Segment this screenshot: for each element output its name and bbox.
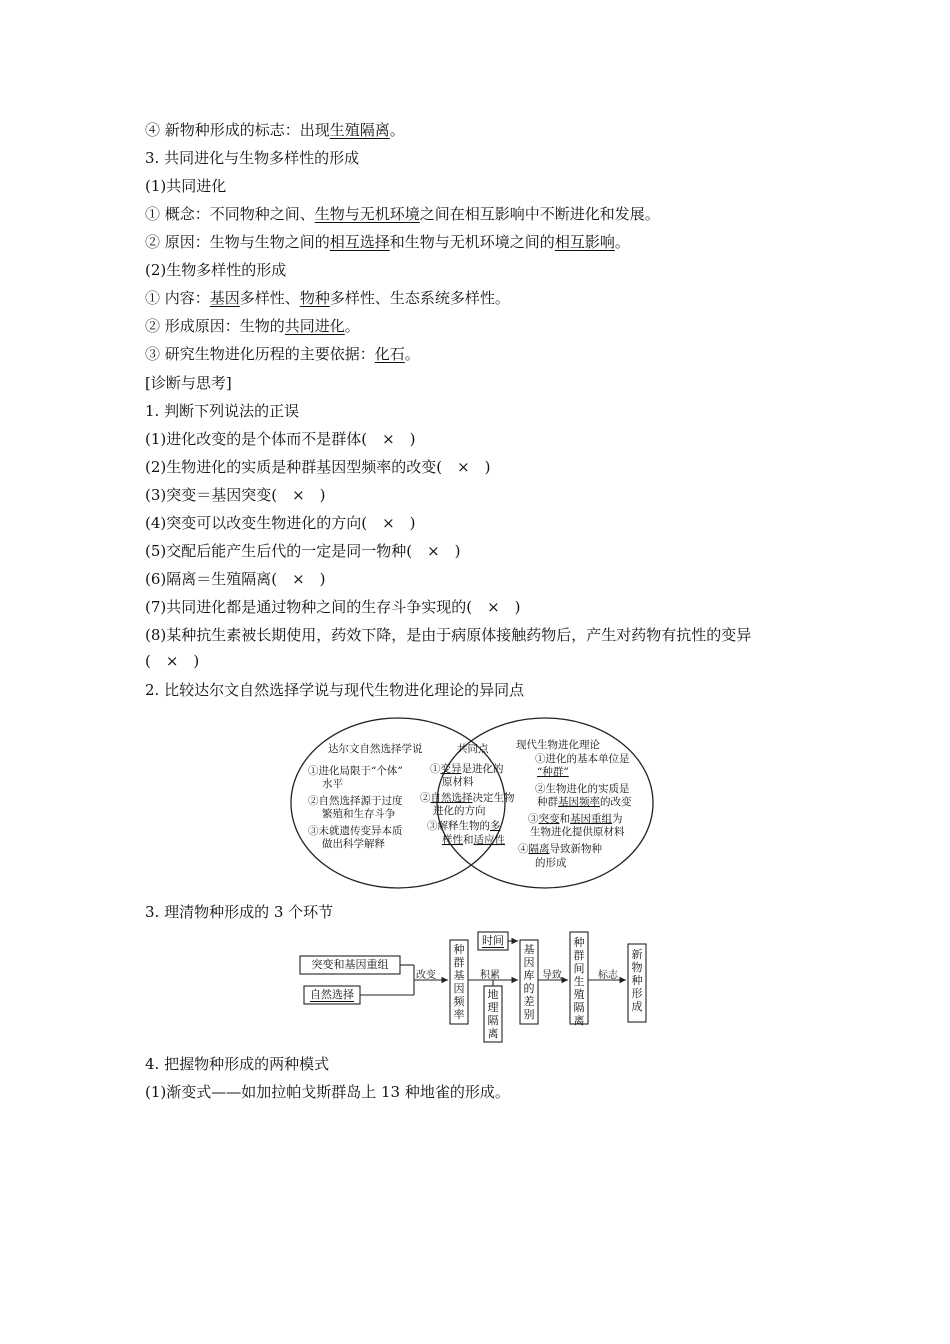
right-item-2b: 种群基因频率的改变 <box>537 796 632 808</box>
judgement-item: (6)隔离＝生殖隔离( × ) <box>145 570 326 588</box>
left-item-2b: 繁殖和生存斗争 <box>322 808 396 820</box>
content-line <box>145 288 510 308</box>
right-item-1b: “种群” <box>537 766 569 778</box>
box-time: 时间 <box>482 934 504 947</box>
text: 。 <box>404 345 420 363</box>
question-title: 1. 判断下列说法的正误 <box>145 402 300 420</box>
box-geographic-isolation: 地理隔离 <box>487 988 499 1040</box>
label-change: 改变 <box>416 970 436 981</box>
text: 之间在相互影响中不断进化和发展。 <box>419 205 660 223</box>
mode-line: (1)渐变式——如加拉帕戈斯群岛上 13 种地雀的形成。 <box>145 1083 510 1101</box>
judgement-item: (2)生物进化的实质是种群基因型频率的改变( × ) <box>145 458 491 476</box>
mid-title: 共同点 <box>457 743 489 755</box>
input-mutation: 突变和基因重组 <box>311 958 389 971</box>
text: ② 形成原因：生物的 <box>145 317 285 335</box>
reason-line <box>145 232 630 252</box>
mid-item-3b: 样性和适应性 <box>442 834 505 846</box>
label-lead-to: 导致 <box>542 970 562 981</box>
judgement-item: (5)交配后能产生后代的一定是同一物种( × ) <box>145 542 461 560</box>
text: ① 内容： <box>145 289 210 307</box>
left-title: 达尔文自然选择学说 <box>328 743 423 755</box>
underlined-term: 相互选择 <box>329 233 390 251</box>
judgement-item: (1)进化改变的是个体而不是群体( × ) <box>145 430 416 448</box>
judgement-item: (8)某种抗生素被长期使用，药效下降，是由于病原体接触药物后，产生对药物有抗性的变异 <box>145 626 752 644</box>
mid-item-1b: 原材料 <box>442 776 474 788</box>
judgement-item: (3)突变＝基因突变( × ) <box>145 486 326 504</box>
right-item-1a: ①进化的基本单位是 <box>535 753 630 765</box>
cause-line <box>145 316 360 336</box>
question-title: 3. 理清物种形成的 3 个环节 <box>145 903 334 921</box>
box-new-species: 新物种形成 <box>631 948 643 1013</box>
text: ④ 新物种形成的标志：出现 <box>145 121 330 139</box>
subsection-title: (1)共同进化 <box>145 177 227 195</box>
mid-item-2b: 进化的方向 <box>433 805 486 817</box>
box-gene-pool-difference: 基因库的差别 <box>523 943 535 1021</box>
text: 多样性、 <box>239 289 300 307</box>
evidence-line <box>145 344 420 364</box>
section-title: 3. 共同进化与生物多样性的形成 <box>145 149 360 167</box>
label-mark: 标志 <box>598 970 618 981</box>
text: ① 概念：不同物种之间、 <box>145 205 315 223</box>
judgement-item-tail: ( × ) <box>145 652 200 670</box>
mid-item-3a: ③解释生物的多 <box>427 820 501 832</box>
text: ③ 研究生物进化历程的主要依据： <box>145 345 375 363</box>
box-gene-frequency: 种群基因频率 <box>453 943 465 1021</box>
speciation-flow-diagram <box>298 928 658 1046</box>
judgement-item: (7)共同进化都是通过物种之间的生存斗争实现的( × ) <box>145 598 521 616</box>
concept-line <box>145 204 660 224</box>
mark-line <box>145 120 405 140</box>
diagnosis-header: [诊断与思考] <box>145 374 232 392</box>
mid-item-2a: ②自然选择决定生物 <box>420 792 515 804</box>
left-item-1a: ①进化局限于“个体” <box>308 765 403 777</box>
underlined-term: 相互影响 <box>554 233 615 251</box>
underlined-term: 生物与无机环境 <box>314 205 420 223</box>
question-title: 2. 比较达尔文自然选择学说与现代生物进化理论的异同点 <box>145 681 525 699</box>
input-natural-selection: 自然选择 <box>310 988 354 1001</box>
text: 。 <box>614 233 630 251</box>
text: 和生物与无机环境之间的 <box>389 233 555 251</box>
subsection-title: (2)生物多样性的形成 <box>145 261 287 279</box>
label-accumulate: 积累 <box>480 970 500 981</box>
question-title: 4. 把握物种形成的两种模式 <box>145 1055 330 1073</box>
text: 。 <box>344 317 360 335</box>
left-item-3b: 做出科学解释 <box>322 838 385 850</box>
underlined-term: 基因 <box>209 289 240 307</box>
right-item-4a: ④隔离导致新物种 <box>518 843 602 855</box>
left-item-3a: ③未就遗传变异本质 <box>308 825 403 837</box>
right-item-2a: ②生物进化的实质是 <box>535 783 630 795</box>
left-item-1b: 水平 <box>322 778 343 790</box>
right-title: 现代生物进化理论 <box>516 739 600 751</box>
underlined-term: 物种 <box>299 289 330 307</box>
text: ② 原因：生物与生物之间的 <box>145 233 330 251</box>
right-item-3a: ③突变和基因重组为 <box>528 813 623 825</box>
text: 。 <box>389 121 405 139</box>
left-item-2a: ②自然选择源于过度 <box>308 795 403 807</box>
mid-item-1a: ①变异是进化的 <box>430 763 504 775</box>
underlined-term: 化石 <box>374 345 405 363</box>
underlined-term: 共同进化 <box>284 317 345 335</box>
judgement-item: (4)突变可以改变生物进化的方向( × ) <box>145 514 416 532</box>
right-item-3b: 生物进化提供原材料 <box>530 826 625 838</box>
right-item-4b: 的形成 <box>535 857 567 869</box>
box-reproductive-isolation: 种群间生殖隔离 <box>573 936 585 1027</box>
text: 多样性、生态系统多样性。 <box>329 289 510 307</box>
underlined-term: 生殖隔离 <box>329 121 390 139</box>
venn-diagram <box>290 716 660 890</box>
